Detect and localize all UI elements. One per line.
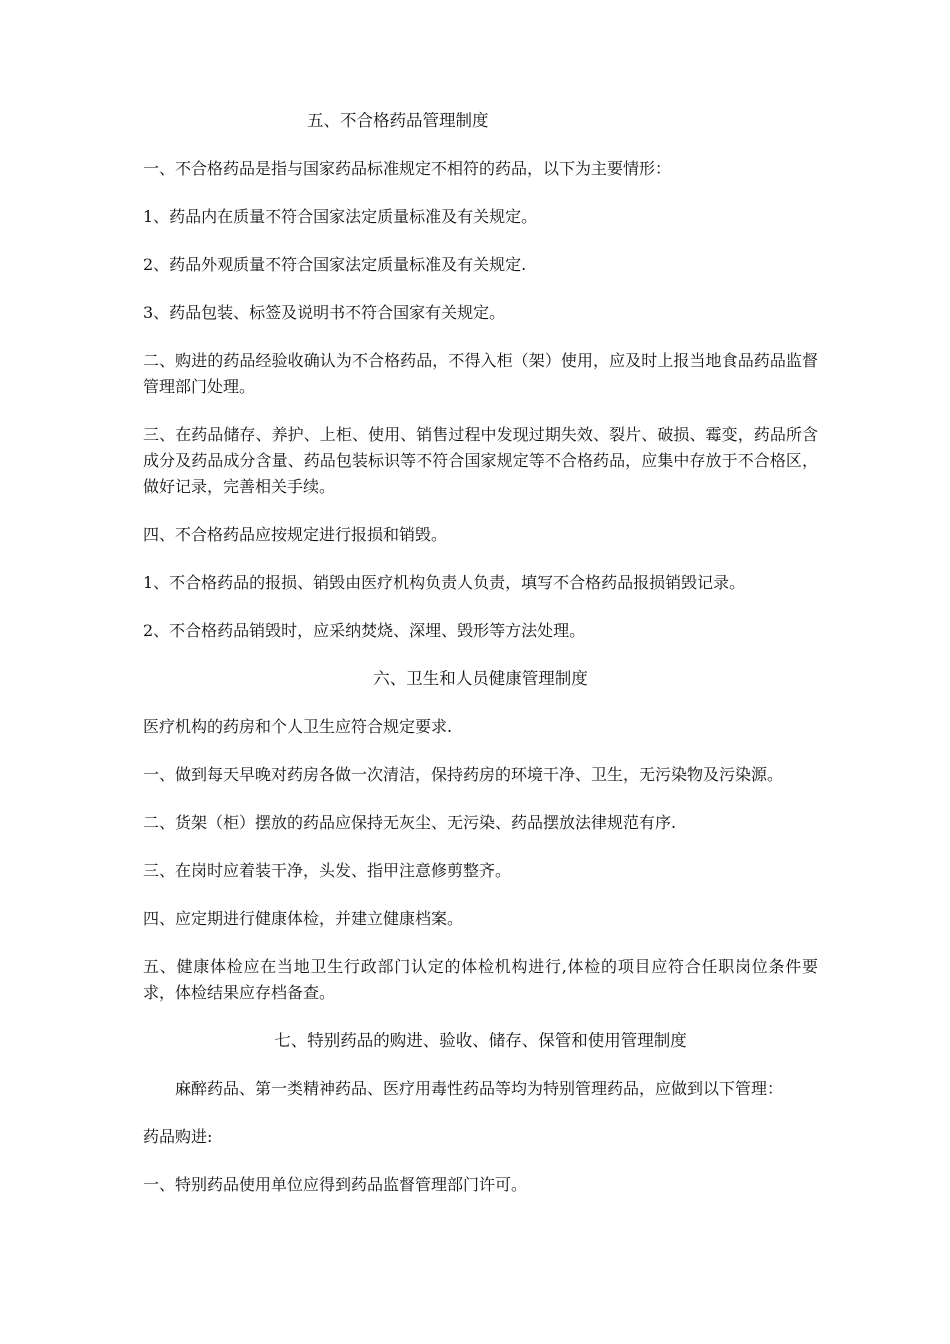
paragraph: 1、药品内在质量不符合国家法定质量标准及有关规定。 [143,207,538,226]
paragraph: 2、药品外观质量不符合国家法定质量标准及有关规定. [143,255,527,274]
paragraph: 三、在药品储存、养护、上柜、使用、销售过程中发现过期失效、裂片、破损、霉变，药品所含成分及药品成分含量、药品包装标识等不符合国家规定等不合格药品，应集中存放于不合格区，做好记录，完善相关手续。 [143,425,818,496]
paragraph: 3、药品包装、标签及说明书不符合国家有关规定。 [143,303,506,322]
paragraph: 二、购进的药品经验收确认为不合格药品，不得入柜（架）使用，应及时上报当地食品药品监督管理部门处理。 [143,351,818,396]
paragraph: 一、不合格药品是指与国家药品标准规定不相符的药品，以下为主要情形： [143,159,672,178]
section-7-intro: 麻醉药品、第一类精神药品、医疗用毒性药品等均为特别管理药品，应做到以下管理： [175,1079,784,1098]
section-7-title: 七、特别药品的购进、验收、储存、保管和使用管理制度 [274,1031,687,1050]
paragraph: 一、特别药品使用单位应得到药品监督管理部门许可。 [143,1175,528,1194]
paragraph: 三、在岗时应着装干净，头发、指甲注意修剪整齐。 [143,861,512,880]
paragraph: 四、不合格药品应按规定进行报损和销毁。 [143,525,448,544]
paragraph: 一、做到每天早晚对药房各做一次清洁，保持药房的环境干净、卫生，无污染物及污染源。 [143,765,784,784]
paragraph: 2、不合格药品销毁时，应采纳焚烧、深埋、毁形等方法处理。 [143,621,586,640]
paragraph: 四、应定期进行健康体检，并建立健康档案。 [143,909,464,928]
paragraph: 药品购进: [143,1127,213,1146]
paragraph: 五、健康体检应在当地卫生行政部门认定的体检机构进行,体检的项目应符合任职岗位条件要求，体检结果应存档备查。 [143,957,818,1002]
section-6-title: 六、卫生和人员健康管理制度 [373,669,588,688]
document-body [143,108,818,1220]
paragraph: 二、货架（柜）摆放的药品应保持无灰尘、无污染、药品摆放法律规范有序. [143,813,677,832]
paragraph: 1、不合格药品的报损、销毁由医疗机构负责人负责，填写不合格药品报损销毁记录。 [143,573,746,592]
section-5-title: 五、不合格药品管理制度 [307,111,489,130]
paragraph: 医疗机构的药房和个人卫生应符合规定要求. [143,717,453,736]
